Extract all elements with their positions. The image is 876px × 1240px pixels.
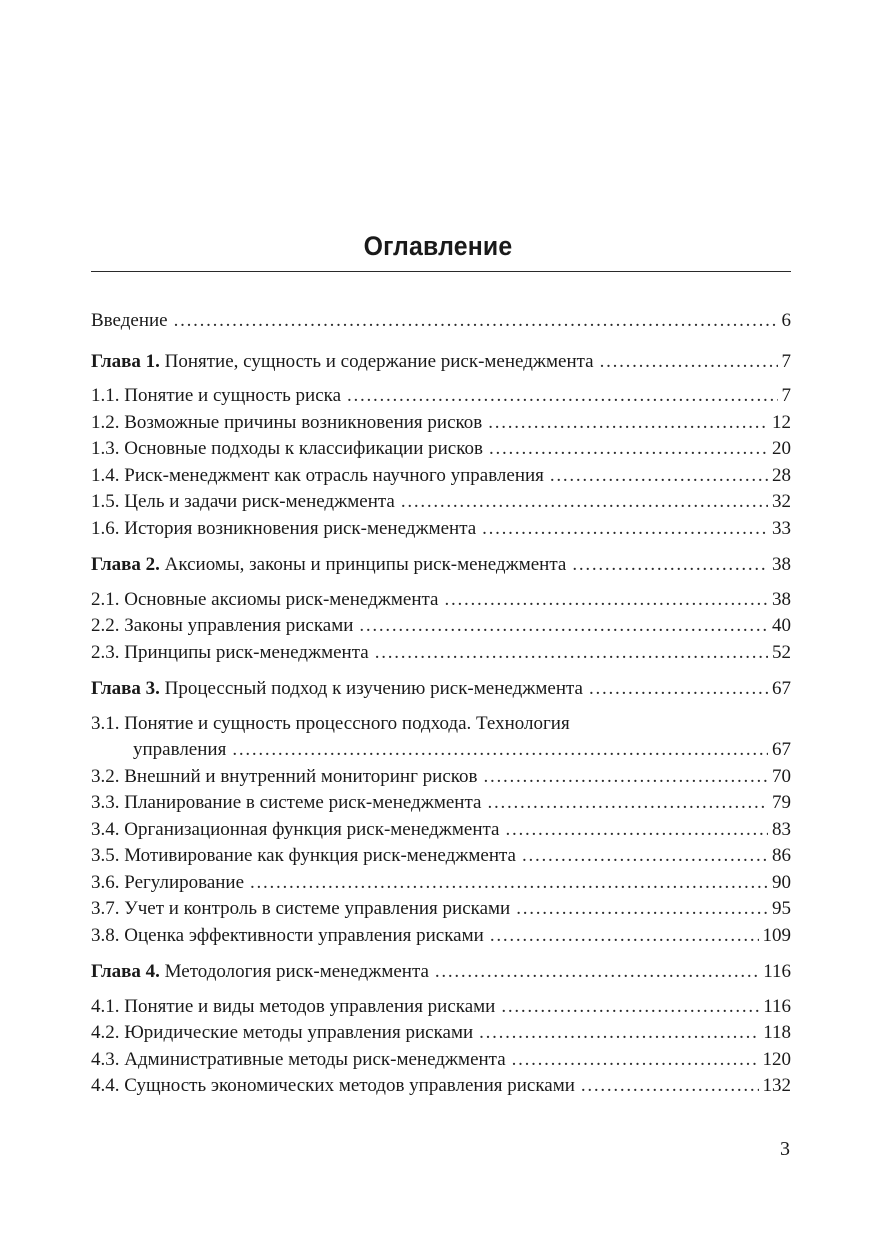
toc-entry-page: 116 bbox=[763, 961, 791, 982]
leader-dots bbox=[250, 870, 768, 897]
leader-dots bbox=[501, 994, 759, 1021]
toc-section-1-5[interactable] bbox=[91, 489, 791, 516]
toc-entry-page: 52 bbox=[772, 641, 791, 663]
toc-entry-page: 132 bbox=[762, 1075, 791, 1096]
toc-entry-page: 95 bbox=[772, 898, 791, 919]
leader-dots bbox=[550, 463, 768, 490]
toc-entry-label: 4.4. Сущность экономических методов управления рисками bbox=[91, 1075, 575, 1096]
leader-dots bbox=[347, 383, 777, 410]
toc-entry-page: 7 bbox=[781, 350, 791, 372]
leader-dots bbox=[516, 896, 768, 923]
toc-section-3-1[interactable] bbox=[91, 711, 791, 764]
toc-chapter-4[interactable] bbox=[91, 959, 791, 986]
toc-entry-page: 67 bbox=[772, 739, 791, 760]
toc-entry-page: 40 bbox=[772, 615, 791, 636]
toc-entry-label: 3.3. Планирование в системе риск-менеджмента bbox=[91, 792, 482, 813]
leader-dots bbox=[359, 613, 768, 640]
toc-entry-label: 3.6. Регулирование bbox=[91, 871, 245, 893]
toc-section-3-4[interactable] bbox=[91, 817, 791, 844]
toc-entry-label: 2.3. Принципы риск-менеджмента bbox=[91, 641, 369, 663]
toc-entry-label: 3.2. Внешний и внутренний мониторинг рисков bbox=[91, 765, 478, 787]
toc-entry-page: 38 bbox=[772, 588, 791, 610]
toc-chapter-label bbox=[91, 676, 583, 703]
toc-entry-page: 33 bbox=[772, 517, 791, 539]
table-of-contents bbox=[91, 308, 791, 1100]
toc-entry-page: 6 bbox=[781, 310, 791, 331]
toc-entry-label: 1.4. Риск-менеджмент как отрасль научного управления bbox=[91, 464, 544, 486]
leader-dots bbox=[479, 1020, 759, 1047]
toc-section-3-3[interactable] bbox=[91, 790, 791, 817]
leader-dots bbox=[174, 308, 778, 335]
toc-section-1-6[interactable] bbox=[91, 516, 791, 543]
toc-chapter-label bbox=[91, 349, 594, 376]
toc-chapter-3[interactable] bbox=[91, 676, 791, 703]
toc-entry-label: 3.7. Учет и контроль в системе управления рисками bbox=[91, 898, 511, 919]
toc-entry-intro[interactable] bbox=[91, 308, 791, 335]
leader-dots bbox=[505, 817, 768, 844]
chapter-title: Аксиомы, законы и принципы риск-менеджмента bbox=[164, 554, 567, 575]
toc-section-3-5[interactable] bbox=[91, 843, 791, 870]
leader-dots bbox=[488, 410, 768, 437]
leader-dots bbox=[482, 516, 768, 543]
toc-section-3-7[interactable] bbox=[91, 896, 791, 923]
leader-dots bbox=[401, 489, 768, 516]
toc-entry-page: 7 bbox=[781, 385, 791, 406]
leader-dots bbox=[489, 436, 768, 463]
toc-section-3-2[interactable] bbox=[91, 764, 791, 791]
toc-entry-label-line1: 3.1. Понятие и сущность процессного подхода. Технология bbox=[91, 712, 570, 734]
chapter-title: Методология риск-менеджмента bbox=[164, 961, 429, 982]
toc-entry-page: 109 bbox=[762, 924, 791, 946]
toc-entry-label: 3.8. Оценка эффективности управления рисками bbox=[91, 924, 484, 946]
chapter-title: Процессный подход к изучению риск-менеджмента bbox=[164, 678, 583, 699]
toc-section-4-3[interactable] bbox=[91, 1047, 791, 1074]
toc-section-2-3[interactable] bbox=[91, 640, 791, 667]
chapter-number: Глава 4. bbox=[91, 961, 160, 982]
leader-dots bbox=[435, 959, 759, 986]
leader-dots bbox=[484, 764, 769, 791]
toc-section-4-4[interactable] bbox=[91, 1073, 791, 1100]
leader-dots bbox=[375, 640, 768, 667]
leader-dots bbox=[572, 552, 768, 579]
toc-entry-page: 70 bbox=[772, 765, 791, 787]
toc-entry-label: Введение bbox=[91, 310, 168, 331]
toc-section-2-2[interactable] bbox=[91, 613, 791, 640]
chapter-number: Глава 2. bbox=[91, 554, 160, 575]
toc-chapter-label bbox=[91, 552, 566, 579]
toc-section-1-1[interactable] bbox=[91, 383, 791, 410]
leader-dots bbox=[490, 923, 759, 950]
toc-section-4-1[interactable] bbox=[91, 994, 791, 1021]
toc-entry-label: 2.2. Законы управления рисками bbox=[91, 615, 354, 636]
toc-chapter-label bbox=[91, 959, 429, 986]
page-number: 3 bbox=[780, 1138, 790, 1160]
toc-section-3-6[interactable] bbox=[91, 870, 791, 897]
toc-entry-label: 1.5. Цель и задачи риск-менеджмента bbox=[91, 491, 395, 512]
toc-entry-label: 1.2. Возможные причины возникновения рисков bbox=[91, 411, 483, 433]
toc-chapter-1[interactable] bbox=[91, 349, 791, 376]
toc-section-4-2[interactable] bbox=[91, 1020, 791, 1047]
toc-entry-page: 67 bbox=[772, 678, 791, 699]
toc-entry-page: 116 bbox=[763, 995, 791, 1017]
toc-entry-label: 4.3. Административные методы риск-менеджмента bbox=[91, 1048, 506, 1070]
title-divider bbox=[91, 271, 791, 272]
toc-entry-page: 90 bbox=[772, 871, 791, 893]
toc-entry-page: 20 bbox=[772, 438, 791, 459]
toc-entry-page: 120 bbox=[762, 1048, 791, 1070]
toc-section-3-8[interactable] bbox=[91, 923, 791, 950]
toc-entry-page: 83 bbox=[772, 818, 791, 840]
toc-entry-page: 86 bbox=[772, 845, 791, 866]
leader-dots bbox=[589, 676, 768, 703]
leader-dots bbox=[444, 587, 768, 614]
toc-section-2-1[interactable] bbox=[91, 587, 791, 614]
leader-dots bbox=[512, 1047, 759, 1074]
toc-entry-label: 3.5. Мотивирование как функция риск-менеджмента bbox=[91, 845, 516, 866]
toc-entry-continuation bbox=[91, 737, 791, 764]
chapter-title: Понятие, сущность и содержание риск-менеджмента bbox=[164, 350, 594, 372]
leader-dots bbox=[581, 1073, 759, 1100]
toc-entry-label: 1.3. Основные подходы к классификации рисков bbox=[91, 438, 483, 459]
toc-entry-label: управления bbox=[133, 739, 227, 760]
toc-entry-label: 4.1. Понятие и виды методов управления рисками bbox=[91, 995, 496, 1017]
toc-entry-page: 38 bbox=[772, 554, 791, 575]
toc-entry-page: 32 bbox=[772, 491, 791, 512]
toc-entry-label: 1.1. Понятие и сущность риска bbox=[91, 385, 342, 406]
toc-entry-label: 2.1. Основные аксиомы риск-менеджмента bbox=[91, 588, 439, 610]
page-title: Оглавление bbox=[363, 231, 513, 261]
toc-entry-page: 12 bbox=[772, 411, 791, 433]
chapter-number: Глава 1. bbox=[91, 350, 160, 372]
leader-dots bbox=[487, 790, 768, 817]
toc-entry-page: 118 bbox=[763, 1022, 791, 1043]
toc-entry-page: 79 bbox=[772, 792, 791, 813]
toc-chapter-2[interactable] bbox=[91, 552, 791, 579]
toc-section-1-4[interactable] bbox=[91, 463, 791, 490]
chapter-number: Глава 3. bbox=[91, 678, 160, 699]
toc-section-1-2[interactable] bbox=[91, 410, 791, 437]
toc-entry-label: 1.6. История возникновения риск-менеджмента bbox=[91, 517, 477, 539]
leader-dots bbox=[232, 737, 768, 764]
toc-entry-page: 28 bbox=[772, 464, 791, 486]
toc-entry-label: 3.4. Организационная функция риск-менеджмента bbox=[91, 818, 500, 840]
leader-dots bbox=[600, 349, 778, 376]
toc-entry-label: 4.2. Юридические методы управления рисками bbox=[91, 1022, 474, 1043]
toc-section-1-3[interactable] bbox=[91, 436, 791, 463]
leader-dots bbox=[522, 843, 768, 870]
